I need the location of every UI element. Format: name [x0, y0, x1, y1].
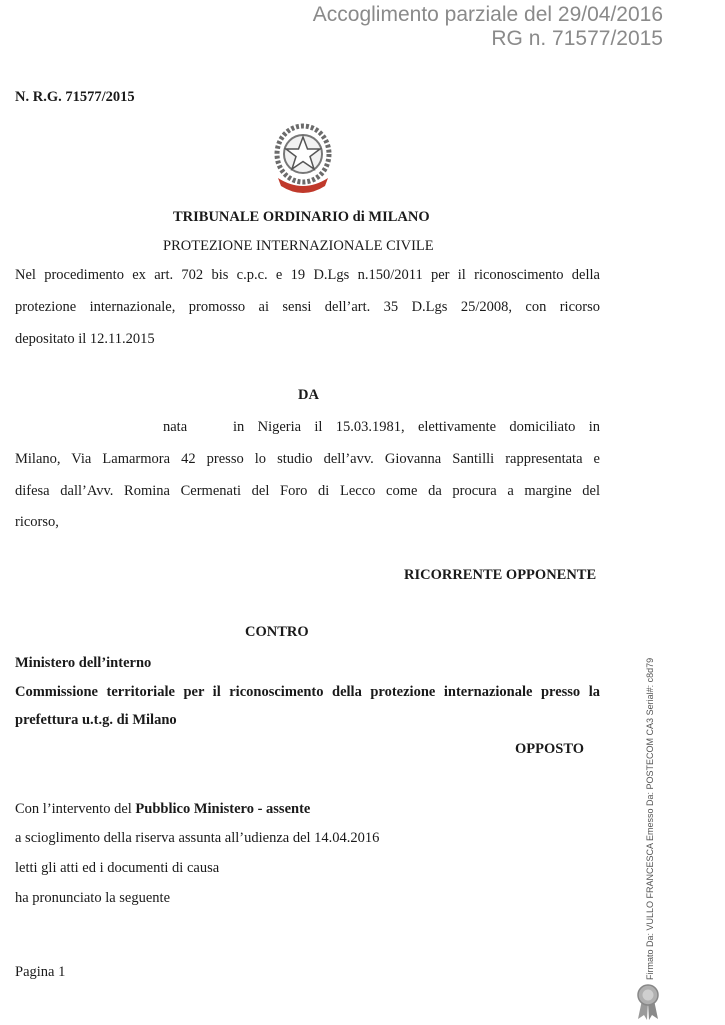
court-name: TRIBUNALE ORDINARIO di MILANO [173, 209, 430, 225]
pm-prefix: Con l’intervento del [15, 801, 136, 817]
closing-line-2: a scioglimento della riserva assunta all’udienza del 14.04.2016 [15, 830, 380, 846]
contro-line-1: Ministero dell’interno [15, 655, 152, 671]
da-line-1: in Nigeria il 15.03.1981, elettivamente domiciliato in [233, 419, 600, 435]
rg-number: N. R.G. 71577/2015 [15, 89, 135, 105]
stamp-line-2: RG n. 71577/2015 [491, 27, 663, 50]
contro-line-3: prefettura u.t.g. di Milano [15, 712, 177, 728]
emblem-icon [270, 118, 336, 196]
da-line-4: ricorso, [15, 514, 59, 530]
nata-label: nata [163, 419, 188, 435]
contro-heading: CONTRO [245, 624, 309, 640]
italian-emblem [270, 118, 336, 196]
opposto-role: OPPOSTO [515, 741, 585, 757]
court-section: PROTEZIONE INTERNAZIONALE CIVILE [163, 238, 434, 254]
seal-ribbon-icon [634, 984, 662, 1020]
da-line-3: difesa dall’Avv. Romina Cermenati del Foro di Lecco come da procura a margine del [15, 483, 600, 499]
intro-line-3: depositato il 12.11.2015 [15, 331, 155, 347]
closing-line-4: ha pronunciato la seguente [15, 890, 171, 906]
signature-seal [634, 984, 662, 1020]
ricorrente-role: RICORRENTE OPPONENTE [404, 567, 597, 583]
pm-bold: Pubblico Ministero - assente [135, 801, 311, 817]
closing-line-3: letti gli atti ed i documenti di causa [15, 860, 220, 876]
da-line-2: Milano, Via Lamarmora 42 presso lo studio dell’avv. Giovanna Santilli rappresentata e [15, 451, 600, 467]
stamp-line-1: Accoglimento parziale del 29/04/2016 [312, 3, 663, 26]
intro-line-2: protezione internazionale, promosso ai sensi dell’art. 35 D.Lgs 25/2008, con ricorso [15, 299, 600, 315]
pm-line [15, 801, 310, 818]
da-heading: DA [298, 387, 319, 403]
contro-line-2: Commissione territoriale per il riconoscimento della protezione internazionale presso la [15, 684, 600, 700]
page-number: Pagina 1 [15, 964, 66, 980]
intro-line-1: Nel procedimento ex art. 702 bis c.p.c. e 19 D.Lgs n.150/2011 per il riconoscimento della [15, 267, 600, 283]
